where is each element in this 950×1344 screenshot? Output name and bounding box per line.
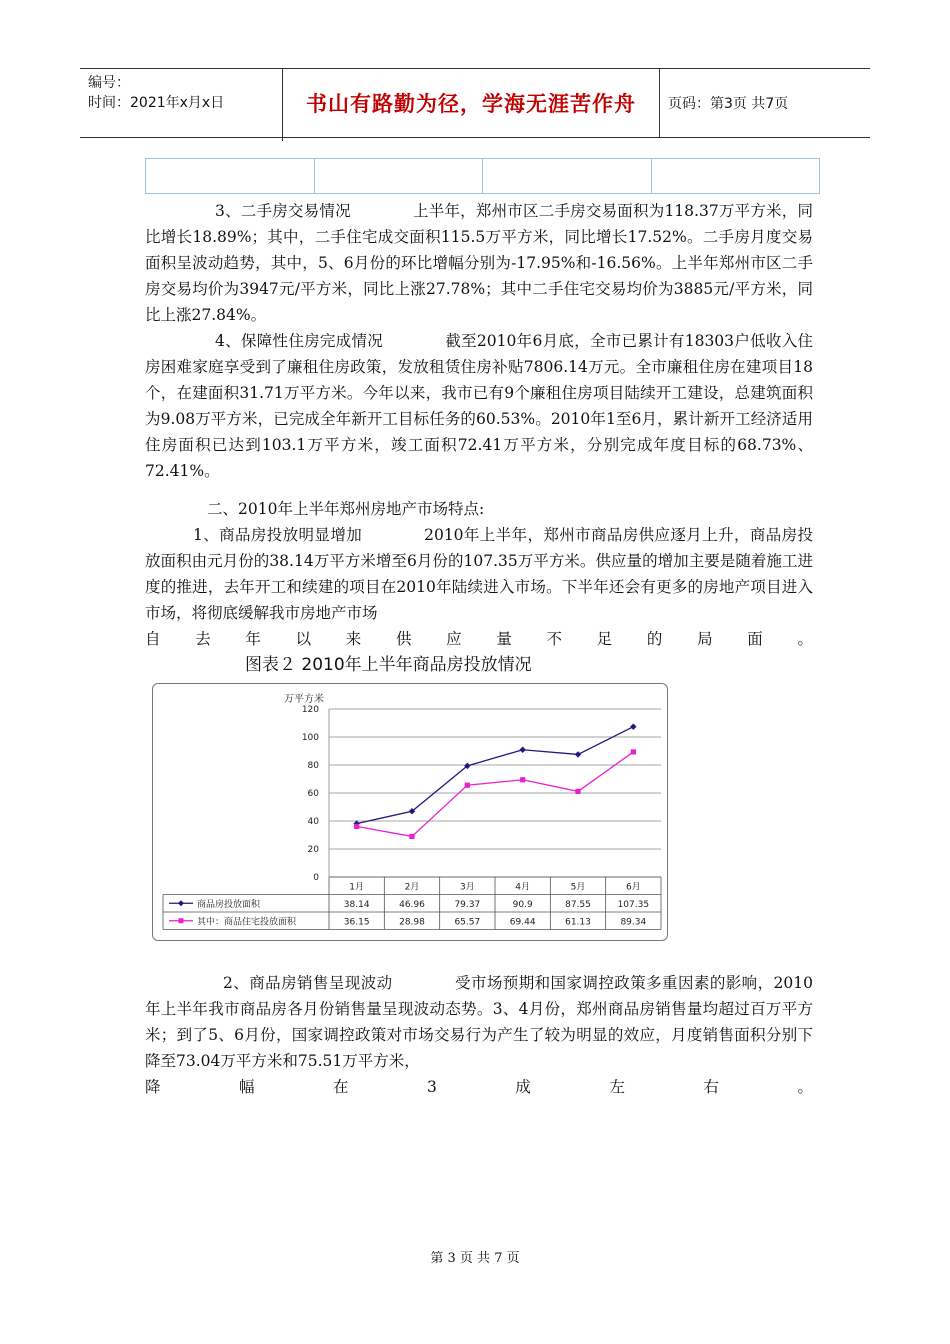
data-label: 36.15 xyxy=(343,917,370,928)
series-line-1 xyxy=(357,727,634,824)
y-tick-label: 100 xyxy=(301,733,319,743)
data-label: 69.44 xyxy=(509,917,536,928)
x-tick-label: 1月 xyxy=(349,882,365,893)
paragraph-secondhand xyxy=(145,198,813,328)
heading-affordable: 4、保障性住房完成情况 xyxy=(215,332,384,350)
data-label: 89.34 xyxy=(620,917,647,928)
number-label: 编号： xyxy=(88,75,130,91)
series-line-2 xyxy=(357,752,634,837)
x-tick-label: 4月 xyxy=(515,882,531,893)
empty-table-row xyxy=(145,158,820,194)
y-tick-label: 40 xyxy=(307,817,319,827)
data-label: 46.96 xyxy=(399,899,425,910)
x-tick-label: 3月 xyxy=(459,882,475,893)
section-heading: 二、2010年上半年郑州房地产市场特点: xyxy=(207,500,485,518)
paragraph-affordable-housing xyxy=(145,328,813,484)
data-point xyxy=(575,751,581,757)
page-footer: 第 3 页 共 7 页 xyxy=(430,1251,520,1266)
header-motto: 书山有路勤为径，学海无涯苦作舟 xyxy=(283,69,660,137)
data-label: 61.13 xyxy=(565,917,591,928)
data-point xyxy=(631,749,636,754)
page-header xyxy=(80,68,870,138)
paragraph-supply xyxy=(145,522,813,626)
x-tick-label: 5月 xyxy=(570,882,586,893)
data-label: 65.57 xyxy=(454,917,481,928)
text-sales: 受市场预期和国家调控政策多重因素的影响，2010年上半年我市商品房各月份销售量呈现波动态势。3、4月份，郑州商品房销售量均超过百万平方米；到了5、6月份，国家调控政策对市场交易行为产生了较为明显的效应，月度销售面积分别下降至73.04万平方米和75.51万平方米， xyxy=(145,974,813,1070)
data-point xyxy=(520,777,525,782)
data-point xyxy=(630,724,636,730)
paragraph-supply-last-line: 自去年以来供应量不足的局面。 xyxy=(145,630,813,648)
x-tick-label: 2月 xyxy=(404,882,420,893)
data-label: 87.55 xyxy=(565,899,591,910)
x-tick-label: 6月 xyxy=(625,882,641,893)
header-page-info: 页码：第3页 共7页 xyxy=(668,96,789,112)
data-point xyxy=(575,789,580,794)
text-affordable: 截至2010年6月底，全市已累计有18303户低收入住房困难家庭享受到了廉租住房政策，发放租赁住房补贴7806.14万元。全市廉租住房在建项目18个，在建面积31.71万平方米。今年以来，我市已有9个廉租住房项目陆续开工建设，总建筑面积为9.08万平方米，已完成全年新开工目标任务的60.53%。2010年1至6月，累计新开工经济适用住房面积已达到103.1万平方米，竣工面积72.41万平方米，分别完成年度目标的68.73%、72.41%。 xyxy=(145,332,813,480)
text-secondhand: 上半年，郑州市区二手房交易面积为118.37万平方米，同比增长18.89%；其中，二手住宅成交面积115.5万平方米，同比增长17.52%。二手房月度交易面积呈波动趋势，其中，5、6月份的环比增幅分别为-17.95%和-16.56%。上半年郑州市区二手房交易均价为3947元/平方米，同比上涨27.78%；其中二手住宅交易均价为3885元/平方米，同比上涨27.84%。 xyxy=(145,202,813,324)
text-supply: 2010年上半年，郑州市商品房供应逐月上升，商品房投放面积由元月份的38.14万平方米增至6月份的107.35万平方米。供应量的增加主要是随着施工进度的推进，去年开工和续建的项目在2010年陆续进入市场。下半年还会有更多的房地产项目进入市场，将彻底缓解我市房地产市场 xyxy=(145,526,813,622)
data-label: 107.35 xyxy=(617,899,650,910)
y-tick-label: 80 xyxy=(307,761,319,771)
table-cell xyxy=(483,159,652,193)
line-chart xyxy=(153,684,667,940)
y-tick-label: 20 xyxy=(307,845,319,855)
chart-container xyxy=(152,683,668,941)
heading-supply: 1、商品房投放明显增加 xyxy=(193,526,363,544)
y-tick-label: 0 xyxy=(313,873,319,883)
heading-secondhand: 3、二手房交易情况 xyxy=(215,202,351,220)
legend-label: 其中：商品住宅投放面积 xyxy=(197,917,297,928)
header-meta xyxy=(80,69,283,141)
table-cell xyxy=(652,159,820,193)
data-label: 90.9 xyxy=(512,899,533,910)
time-label: 时间：2021年x月x日 xyxy=(88,95,225,111)
data-point xyxy=(519,747,525,753)
legend-label: 商品房投放面积 xyxy=(197,899,261,910)
y-axis-label: 万平方米 xyxy=(284,694,324,705)
y-tick-label: 120 xyxy=(301,705,319,715)
data-label: 38.14 xyxy=(343,899,370,910)
legend-marker xyxy=(178,900,184,906)
data-label: 79.37 xyxy=(454,899,481,910)
data-point xyxy=(465,783,470,788)
paragraph-sales xyxy=(145,970,813,1074)
table-cell xyxy=(315,159,484,193)
y-tick-label: 60 xyxy=(307,789,319,799)
legend-marker xyxy=(179,918,184,923)
data-label: 28.98 xyxy=(399,917,425,928)
heading-sales: 2、商品房销售呈现波动 xyxy=(223,974,393,992)
data-point xyxy=(354,824,359,829)
paragraph-sales-last-line: 降幅在3成左右。 xyxy=(145,1078,813,1096)
table-cell xyxy=(146,159,315,193)
data-point xyxy=(409,834,414,839)
chart-title: 图表２ 2010年上半年商品房投放情况 xyxy=(245,655,532,675)
